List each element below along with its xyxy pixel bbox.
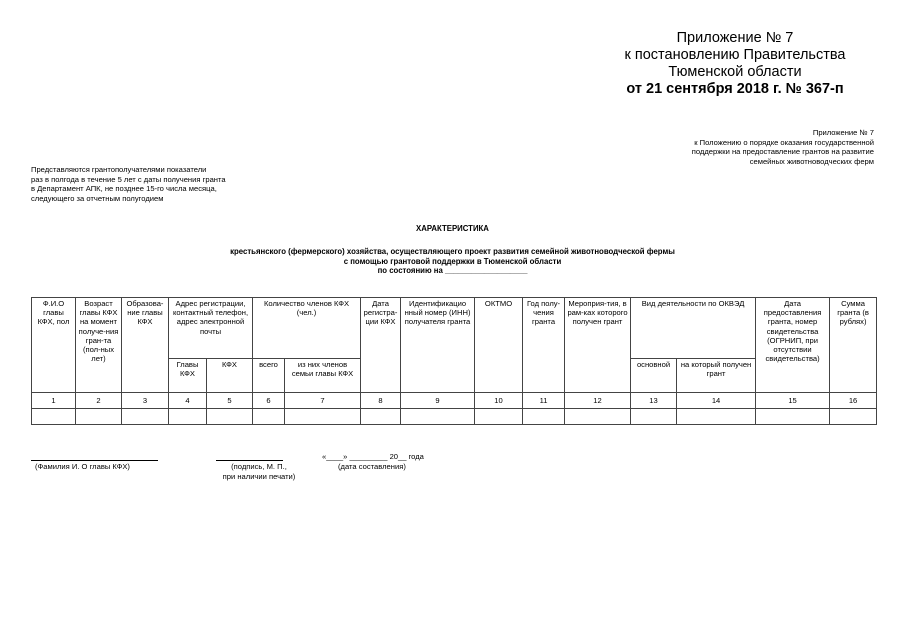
col-members-total: всего (253, 359, 285, 393)
empty-cell (285, 409, 361, 425)
column-numbers-row (32, 393, 877, 409)
sub-header-line-2: к Положению о порядке оказания государственной (694, 137, 874, 147)
note-line-1: Представляются грантополучателями показатели (31, 165, 207, 174)
column-number: 10 (475, 393, 523, 409)
column-number: 2 (76, 393, 122, 409)
col-okved-main: основной (631, 359, 677, 393)
sub-header (614, 128, 874, 166)
fio-caption: (Фамилия И. О главы КФХ) (35, 462, 130, 471)
empty-cell (830, 409, 877, 425)
column-number: 15 (756, 393, 830, 409)
col-measures: Мероприя-тия, в рам-ках которого получен грант (565, 298, 631, 393)
col-grant-date: Дата предоставления гранта, номер свидетельства (ОГРНИП, при отсутствии свидетельства) (756, 298, 830, 393)
empty-cell (565, 409, 631, 425)
col-education: Образова-ние главы КФХ (122, 298, 169, 393)
empty-cell (122, 409, 169, 425)
sign-line (216, 460, 283, 461)
col-okved: Вид деятельности по ОКВЭД (631, 298, 756, 359)
column-number: 3 (122, 393, 169, 409)
empty-cell (631, 409, 677, 425)
header-line-3: Тюменской области (668, 64, 802, 80)
col-fio: Ф.И.О главы КФХ, пол (32, 298, 76, 393)
column-number: 8 (361, 393, 401, 409)
col-age: Возраст главы КФХ на момент получе-ния гран-та (пол-ных лет) (76, 298, 122, 393)
empty-cell (401, 409, 475, 425)
column-number: 1 (32, 393, 76, 409)
col-oktmo: ОКТМО (475, 298, 523, 393)
sign-caption-line-1: (подпись, М. П., (231, 462, 287, 471)
document-title: ХАРАКТЕРИСТИКА (416, 224, 489, 233)
note-line-4: следующего за отчетным полугодием (31, 193, 164, 203)
submission-note (31, 165, 291, 203)
note-line-3: в Департамент АПК, не позднее 15-го числа месяца, (31, 184, 217, 194)
empty-cell (756, 409, 830, 425)
col-year: Год полу-чения гранта (523, 298, 565, 393)
empty-cell (76, 409, 122, 425)
empty-cell (207, 409, 253, 425)
column-number: 5 (207, 393, 253, 409)
characteristics-table (31, 297, 877, 425)
empty-cell (253, 409, 285, 425)
header-line-4: от 21 сентября 2018 г. № 367-п (626, 81, 844, 97)
subtitle-line-3: по состоянию на ___________________ (377, 266, 528, 276)
column-number: 12 (565, 393, 631, 409)
data-row-empty (32, 409, 877, 425)
empty-cell (32, 409, 76, 425)
fio-signature-line (31, 460, 158, 461)
date-caption: (дата составления) (338, 462, 406, 471)
column-number: 6 (253, 393, 285, 409)
document-header (560, 30, 905, 98)
col-okved-grant: на который получен грант (677, 359, 756, 393)
date-line: «____» _________ 20__ года (322, 452, 424, 461)
sub-header-line-1: Приложение № 7 (812, 128, 874, 137)
col-sum: Сумма гранта (в рублях) (830, 298, 877, 393)
empty-cell (361, 409, 401, 425)
col-address: Адрес регистрации, контактный телефон, адрес электронной почты (169, 298, 253, 359)
table-header-row (32, 298, 877, 359)
subtitle-line-1: крестьянского (фермерского) хозяйства, осуществляющего проект развития семейной животноводческой фермы (230, 247, 675, 256)
subtitle-line-2: с помощью грантовой поддержки в Тюменской области (343, 256, 562, 266)
sub-header-line-3: поддержки на предоставление грантов на развитие (691, 147, 874, 157)
col-address-kfh: КФХ (207, 359, 253, 393)
col-members: Количество членов КФХ (чел.) (253, 298, 361, 359)
column-number: 13 (631, 393, 677, 409)
sub-header-line-4: семейных животноводческих ферм (749, 156, 874, 166)
column-number: 4 (169, 393, 207, 409)
column-number: 7 (285, 393, 361, 409)
note-line-2: раз в полгода в течение 5 лет с даты получения гранта (31, 174, 226, 184)
column-number: 11 (523, 393, 565, 409)
col-inn: Идентификацио нный номер (ИНН) получателя гранта (401, 298, 475, 393)
column-number: 14 (677, 393, 756, 409)
sign-caption (214, 462, 304, 481)
document-subtitle (0, 247, 905, 276)
col-reg-date: Дата регистра-ции КФХ (361, 298, 401, 393)
header-line-1: Приложение № 7 (676, 30, 794, 46)
col-members-family: из них членов семьи главы КФХ (285, 359, 361, 393)
header-line-2: к постановлению Правительства (624, 47, 846, 63)
sign-caption-line-2: при наличии печати) (222, 471, 296, 481)
col-address-head: Главы КФХ (169, 359, 207, 393)
empty-cell (475, 409, 523, 425)
empty-cell (677, 409, 756, 425)
empty-cell (523, 409, 565, 425)
column-number: 9 (401, 393, 475, 409)
empty-cell (169, 409, 207, 425)
column-number: 16 (830, 393, 877, 409)
